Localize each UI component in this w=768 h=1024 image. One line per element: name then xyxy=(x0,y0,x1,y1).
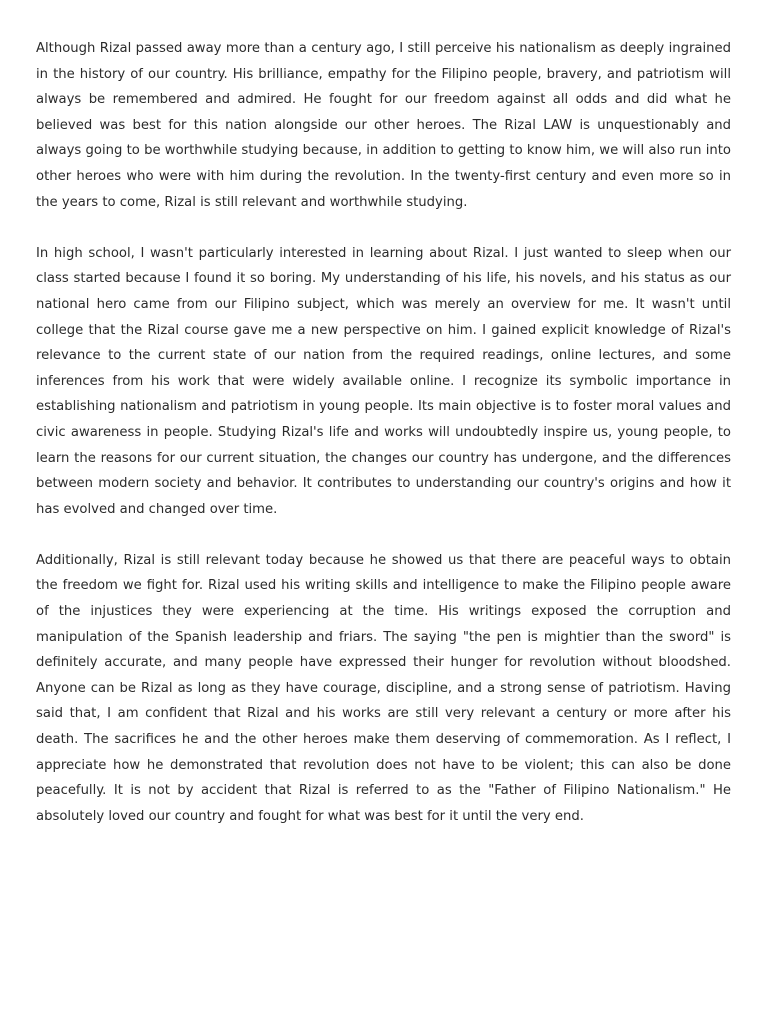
paragraph-1: Although Rizal passed away more than a century ago, I still perceive his nationalism as deeply ingrained in the history of our country. His brilliance, empathy for the Filipino people, bravery, and patriotism will always be remembered and admired. He fought for our freedom against all odds and did what he believed was best for this nation alongside our other heroes. The Rizal LAW is unquestionably and always going to be worthwhile studying because, in addition to getting to know him, we will also run into other heroes who were with him during the revolution. In the twenty-first century and even more so in the years to come, Rizal is still relevant and worthwhile studying. xyxy=(36,41,731,210)
paragraph-2: In high school, I wasn't particularly interested in learning about Rizal. I just wanted to sleep when our class started because I found it so boring. My understanding of his life, his novels, and his status as our national hero came from our Filipino subject, which was merely an overview for me. It wasn't until college that the Rizal course gave me a new perspective on him. I gained explicit knowledge of Rizal's relevance to the current state of our nation from the required readings, online lectures, and some inferences from his work that were widely available online. I recognize its symbolic importance in establishing nationalism and patriotism in young people. Its main objective is to foster moral values and civic awareness in people. Studying Rizal's life and works will undoubtedly inspire us, young people, to learn the reasons for our current situation, the changes our country has undergone, and the differences between modern society and behavior. It contributes to understanding our country's origins and how it has evolved and changed over time. xyxy=(36,245,731,517)
paragraph-3: Additionally, Rizal is still relevant today because he showed us that there are peaceful ways to obtain the freedom we fight for. Rizal used his writing skills and intelligence to make the Filipino people aware of the injustices they were experiencing at the time. His writings exposed the corruption and manipulation of the Spanish leadership and friars. The saying "the pen is mightier than the sword" is definitely accurate, and many people have expressed their hunger for revolution without bloodshed. Anyone can be Rizal as long as they have courage, discipline, and a strong sense of patriotism. Having said that, I am confident that Rizal and his works are still very relevant a century or more after his death. The sacrifices he and the other heroes make them deserving of commemoration. As I reflect, I appreciate how he demonstrated that revolution does not have to be violent; this can also be done peacefully. It is not by accident that Rizal is referred to as the "Father of Filipino Nationalism." He absolutely loved our country and fought for what was best for it until the very end. xyxy=(36,552,731,824)
